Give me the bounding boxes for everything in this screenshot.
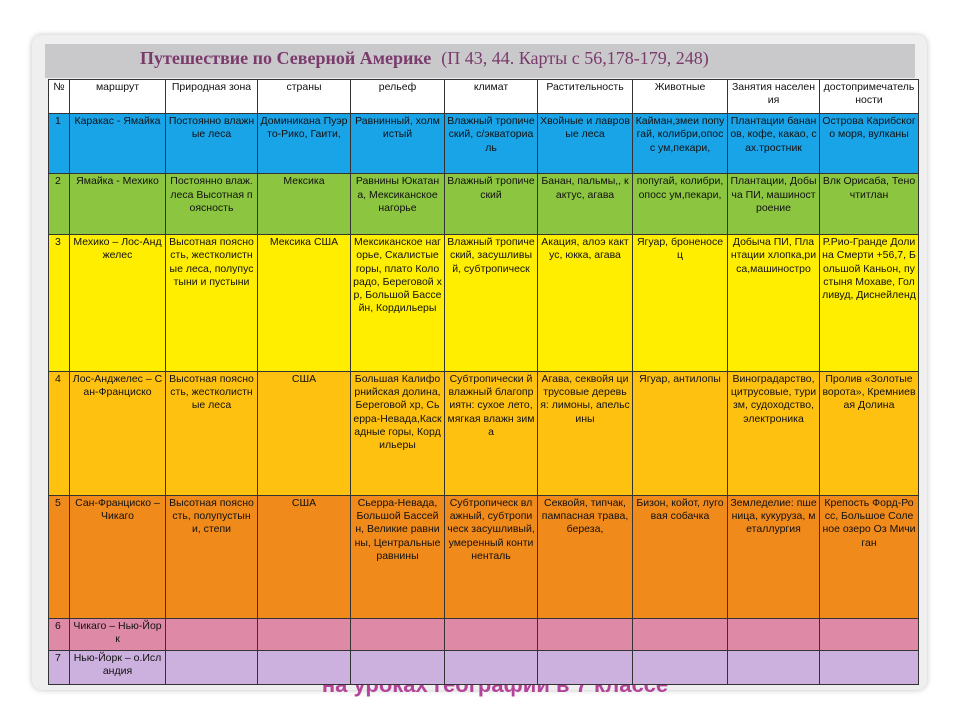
cell-vegetation: Агава, секвойя цитрусовые деревья: лимоны, апельсины	[538, 371, 633, 495]
cell-climate: Влажный тропический, с/экваториаль	[445, 114, 538, 174]
cell-route: Каракас - Ямайка	[70, 114, 166, 174]
cell-animals	[633, 650, 728, 684]
cell-relief	[351, 618, 445, 650]
cell-sights: Пролив «Золотые ворота», Кремниевая Долина	[820, 371, 919, 495]
table-row	[49, 174, 919, 234]
cell-number: 7	[49, 650, 70, 684]
cell-countries: Доминикана Пуэрто-Рико, Гаити,	[258, 114, 351, 174]
cell-natural-zone: Высотная поясность, жестколистные леса, полупустыни и пустыни	[166, 234, 258, 371]
cell-route: Нью-Йорк – о.Исландия	[70, 650, 166, 684]
cell-animals: Ягуар, антилопы	[633, 371, 728, 495]
cell-route: Мехико – Лос-Анджелес	[70, 234, 166, 371]
col-header-route: маршрут	[70, 80, 166, 114]
table-row	[49, 495, 919, 618]
cell-relief: Сьерра-Невада, Большой Бассейн, Великие равнины, Центральные равнины	[351, 495, 445, 618]
cell-climate: Субтропическ влажный, субтропическ засушливый, умеренный континенталь	[445, 495, 538, 618]
cell-natural-zone: Высотная поясность, жестколистные леса	[166, 371, 258, 495]
cell-sights: Острова Карибского моря, вулканы	[820, 114, 919, 174]
col-header-climate: климат	[445, 80, 538, 114]
cell-occupations: Земледелие: пшеница, кукуруза, металлургия	[728, 495, 820, 618]
cell-animals: попугай, колибри,опосс ум,пекари,	[633, 174, 728, 234]
col-header-natural-zone: Природная зона	[166, 80, 258, 114]
cell-climate: Влажный тропический, засушливый, субтропическ	[445, 234, 538, 371]
title-text: Путешествие по Северной Америке	[140, 48, 432, 68]
cell-countries: Мексика США	[258, 234, 351, 371]
col-header-occupations: Занятия населения	[728, 80, 820, 114]
cell-animals: Бизон, койот, луговая собачка	[633, 495, 728, 618]
cell-climate	[445, 618, 538, 650]
cell-route: Лос-Анджелес – Сан-Франциско	[70, 371, 166, 495]
cell-occupations: Виноградарство, цитрусовые, туризм, судоходство, электроника	[728, 371, 820, 495]
cell-number: 4	[49, 371, 70, 495]
cell-number: 1	[49, 114, 70, 174]
cell-natural-zone: Высотная поясность, полупустыни, степи	[166, 495, 258, 618]
cell-vegetation: Акация, алоэ кактус, юкка, агава	[538, 234, 633, 371]
cell-vegetation: Секвойя, типчак, пампасная трава, береза,	[538, 495, 633, 618]
cell-occupations	[728, 618, 820, 650]
cell-vegetation	[538, 650, 633, 684]
cell-climate: Субтропически й влажный благоприятн: сухое лето, мягкая влажн зима	[445, 371, 538, 495]
cell-climate	[445, 650, 538, 684]
cell-sights	[820, 618, 919, 650]
cell-route: Ямайка - Мехико	[70, 174, 166, 234]
cell-countries	[258, 650, 351, 684]
cell-animals: Ягуар, броненосец	[633, 234, 728, 371]
table-row	[49, 371, 919, 495]
col-header-vegetation: Растительность	[538, 80, 633, 114]
title-reference: (П 43, 44. Карты с 56,178-179, 248)	[441, 48, 709, 68]
col-header-sights: достопримечательности	[820, 80, 919, 114]
cell-occupations: Плантации, Добыча ПИ, машиностроение	[728, 174, 820, 234]
cell-vegetation: Банан, пальмы,, кактус, агава	[538, 174, 633, 234]
cell-sights: Р.Рио-Гранде Долина Смерти +56,7, Большой Каньон, пустыня Мохаве, Голливуд, Диснейленд	[820, 234, 919, 371]
cell-sights	[820, 650, 919, 684]
cell-sights: Влк Орисаба, Теночтитлан	[820, 174, 919, 234]
cell-natural-zone	[166, 650, 258, 684]
col-header-countries: страны	[258, 80, 351, 114]
cell-vegetation: Хвойные и лавровые леса	[538, 114, 633, 174]
cell-natural-zone: Постоянно влаж. леса Высотная поясность	[166, 174, 258, 234]
col-header-number: №	[49, 80, 70, 114]
cell-countries: Мексика	[258, 174, 351, 234]
cell-relief: Мексиканское нагорье, Скалистые горы, плато Колорадо, Береговой хр, Большой Бассейн, Кордильеры	[351, 234, 445, 371]
table-row	[49, 114, 919, 174]
cell-number: 5	[49, 495, 70, 618]
slide-title	[140, 48, 900, 72]
route-table	[48, 79, 919, 685]
cell-number: 2	[49, 174, 70, 234]
table-body	[49, 114, 919, 685]
cell-occupations: Плантации бананов, кофе, какао, сах.тростник	[728, 114, 820, 174]
cell-animals	[633, 618, 728, 650]
table-row	[49, 234, 919, 371]
col-header-animals: Животные	[633, 80, 728, 114]
cell-countries: США	[258, 495, 351, 618]
cell-number: 6	[49, 618, 70, 650]
cell-occupations: Добыча ПИ, Плантации хлопка,риса,машиностро	[728, 234, 820, 371]
cell-sights: Крепость Форд-Росс, Большое Соленое озеро Оз Мичиган	[820, 495, 919, 618]
cell-relief: Большая Калифорнийская долина, Береговой хр, Сьерра-Невада,Каскадные горы, Кордильеры	[351, 371, 445, 495]
cell-countries: США	[258, 371, 351, 495]
cell-relief: Равнины Юкатана, Мексиканское нагорье	[351, 174, 445, 234]
cell-animals: Кайман,змеи попугай, колибри,опосс ум,пекари,	[633, 114, 728, 174]
table-row	[49, 618, 919, 650]
cell-route: Чикаго – Нью-Йорк	[70, 618, 166, 650]
col-header-relief: рельеф	[351, 80, 445, 114]
cell-number: 3	[49, 234, 70, 371]
cell-vegetation	[538, 618, 633, 650]
cell-relief: Равнинный, холмистый	[351, 114, 445, 174]
cell-occupations	[728, 650, 820, 684]
cell-natural-zone	[166, 618, 258, 650]
cell-countries	[258, 618, 351, 650]
table-row	[49, 650, 919, 684]
cell-climate: Влажный тропический	[445, 174, 538, 234]
slide-footer: на уроках географии в 7 классе	[321, 672, 669, 697]
table-header-row	[49, 80, 919, 114]
cell-natural-zone: Постоянно влажные леса	[166, 114, 258, 174]
cell-relief	[351, 650, 445, 684]
cell-route: Сан-Франциско – Чикаго	[70, 495, 166, 618]
